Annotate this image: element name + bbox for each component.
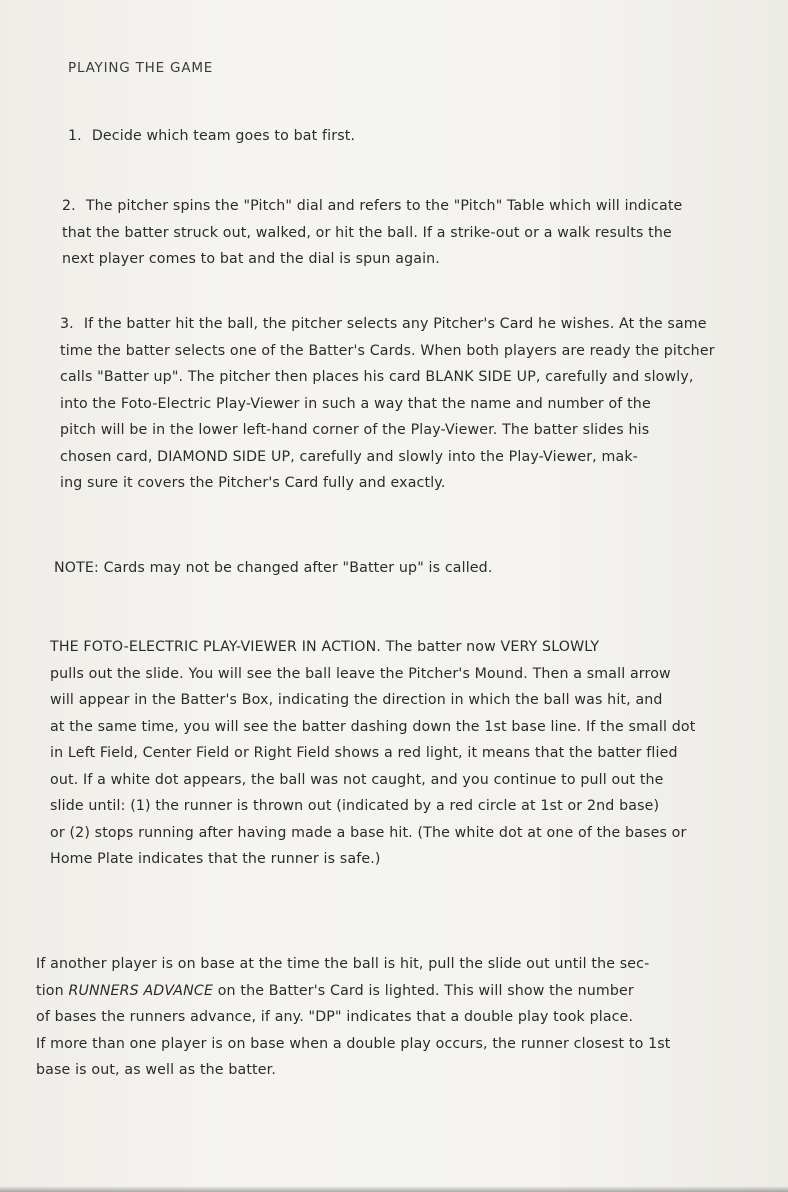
play-viewer-line: in Left Field, Center Field or Right Field shows a red light, it means that the batter flied [50,745,678,761]
step-2-line [62,193,682,220]
runners-line: base is out, as well as the batter. [36,1062,276,1078]
runners-line: of bases the runners advance, if any. "DP" indicates that a double play took place. [36,1009,634,1025]
note [54,555,493,582]
runners-text: on the Batter's Card is lighted. This will show the number [213,982,634,999]
step-number: 3. [60,316,74,332]
page-heading: PLAYING THE GAME [68,60,214,76]
step-2-line: that the batter struck out, walked, or hit the ball. If a strike-out or a walk results the [62,224,672,241]
play-viewer-line: slide until: (1) the runner is thrown out (indicated by a red circle at 1st or 2nd base) [50,798,660,814]
play-viewer-line: will appear in the Batter's Box, indicating the direction in which the ball was hit, and [50,692,663,708]
runners-advance-term: RUNNERS ADVANCE [68,982,214,999]
play-viewer-line: pulls out the slide. You will see the ball leave the Pitcher's Mound. Then a small arrow [50,665,671,682]
play-viewer-line: out. If a white dot appears, the ball was not caught, and you continue to pull out the [50,771,664,788]
step-text: If the batter hit the ball, the pitcher selects any Pitcher's Card he wishes. At the same [83,316,707,332]
step-3-line: chosen card, DIAMOND SIDE UP, carefully and slowly into the Play-Viewer, mak- [60,448,638,465]
scan-bottom-edge [0,1186,788,1192]
play-viewer-line: at the same time, you will see the batter dashing down the 1st base line. If the small dot [50,718,696,735]
step-3-line: pitch will be in the lower left-hand corner of the Play-Viewer. The batter slides his [60,422,650,438]
step-3-line: time the batter selects one of the Batter's Cards. When both players are ready the pitcher [60,342,715,359]
step-text: The pitcher spins the "Pitch" dial and refers to the "Pitch" Table which will indicate [85,198,683,214]
step-number: 2. [62,198,76,214]
step-3-line: calls "Batter up". The pitcher then places his card BLANK SIDE UP, carefully and slowly, [60,369,694,385]
step-3-line: into the Foto-Electric Play-Viewer in such a way that the name and number of the [60,395,651,412]
play-viewer-section [50,634,695,873]
play-viewer-line: or (2) stops running after having made a base hit. (The white dot at one of the bases or [50,824,687,841]
runners-section [36,951,671,1084]
play-viewer-line: THE FOTO-ELECTRIC PLAY-VIEWER IN ACTION. The batter now VERY SLOWLY [50,639,600,655]
step-number: 1. [68,128,82,144]
step-1 [68,123,355,150]
step-3-line: ing sure it covers the Pitcher's Card fully and exactly. [60,475,446,491]
runners-line: If another player is on base at the time the ball is hit, pull the slide out until the sec- [36,956,650,972]
step-2 [62,193,682,273]
step-3 [60,311,715,497]
note-text: NOTE: Cards may not be changed after "Batter up" is called. [54,560,493,576]
step-1-line [68,123,355,150]
step-2-line: next player comes to bat and the dial is spun again. [62,251,440,267]
runners-text: tion [36,982,69,999]
runners-line [36,978,671,1005]
play-viewer-line: Home Plate indicates that the runner is safe.) [50,851,381,867]
step-3-line [60,311,715,338]
step-text: Decide which team goes to bat first. [91,128,356,144]
runners-line: If more than one player is on base when a double play occurs, the runner closest to 1st [36,1035,671,1052]
